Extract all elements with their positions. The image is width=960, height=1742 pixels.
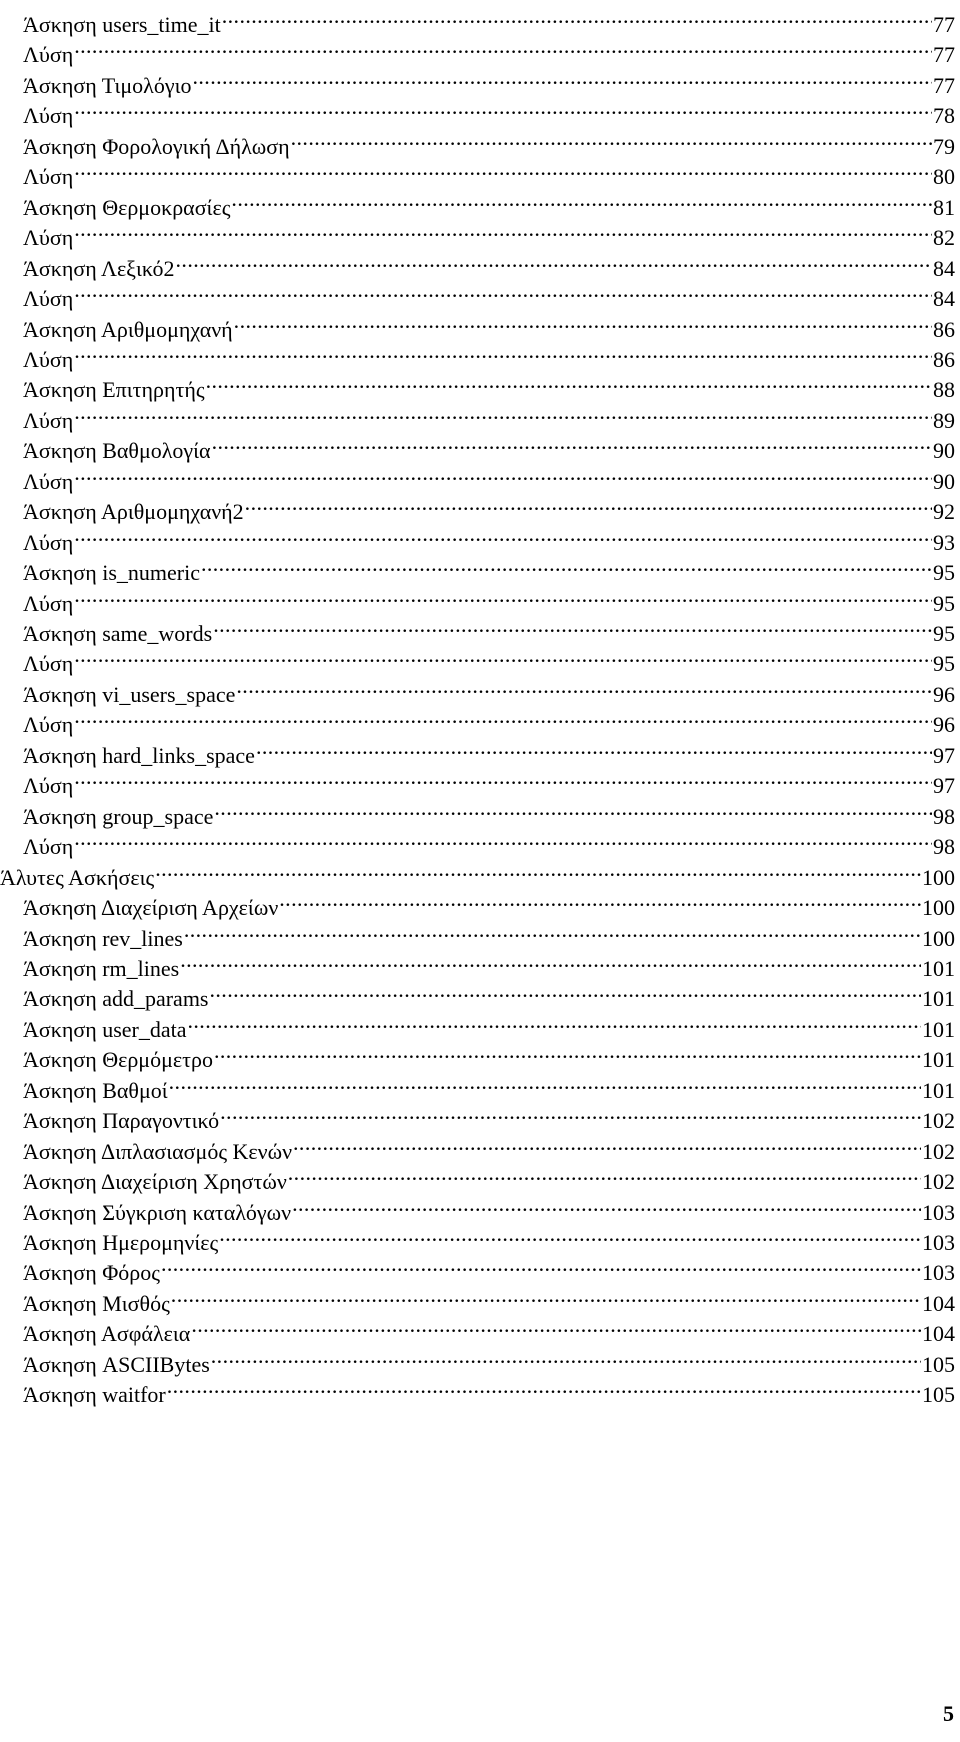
toc-dot-leader — [279, 883, 921, 915]
toc-dot-leader — [74, 518, 932, 550]
toc-entry[interactable] — [23, 914, 955, 951]
toc-entry[interactable] — [23, 944, 955, 981]
toc-entry-label: Άσκηση same_words — [23, 621, 213, 646]
toc-entry-page: 84 — [933, 286, 955, 312]
toc-entry-page: 80 — [933, 164, 955, 190]
toc-entry[interactable] — [23, 213, 955, 251]
toc-dot-leader — [206, 365, 932, 397]
toc-entry-page: 97 — [933, 773, 955, 799]
toc-dot-leader — [74, 761, 932, 793]
toc-dot-leader — [184, 914, 921, 946]
toc-entry-page: 105 — [922, 1351, 955, 1377]
toc-entry-label: Άσκηση add_params — [23, 986, 209, 1012]
toc-entry[interactable] — [23, 1218, 955, 1255]
toc-entry-page: 98 — [933, 803, 955, 829]
toc-dot-leader — [211, 1340, 921, 1372]
toc-dot-leader — [292, 1188, 921, 1220]
toc-entry-page: 96 — [933, 681, 955, 707]
toc-dot-leader — [167, 1370, 921, 1402]
toc-entry[interactable] — [23, 61, 955, 98]
toc-dot-leader — [212, 426, 932, 458]
toc-entry-label: Λύση — [23, 103, 74, 129]
toc-entry[interactable] — [23, 365, 955, 403]
toc-dot-leader — [74, 91, 932, 123]
toc-entry-label: Άσκηση vi_users_space — [23, 681, 236, 707]
toc-entry-page: 84 — [933, 255, 955, 281]
toc-entry[interactable] — [23, 487, 955, 525]
toc-entry-page: 77 — [933, 72, 955, 98]
toc-entry[interactable] — [23, 244, 955, 281]
toc-dot-leader — [180, 944, 921, 976]
toc-dot-leader — [234, 305, 932, 337]
toc-entry-page: 96 — [933, 712, 955, 738]
toc-entry[interactable] — [23, 670, 955, 707]
toc-entry-label: Άσκηση Διπλασιασμός Κενών — [23, 1138, 293, 1164]
toc-entry-page: 101 — [922, 986, 955, 1012]
toc-entry[interactable] — [23, 396, 955, 433]
toc-entry[interactable] — [23, 1066, 955, 1103]
toc-entry[interactable] — [23, 639, 955, 677]
toc-entry[interactable] — [23, 792, 955, 829]
toc-dot-leader — [188, 1005, 922, 1037]
toc-entry-page: 103 — [922, 1260, 955, 1286]
toc-entry-page: 86 — [933, 316, 955, 342]
toc-dot-leader — [288, 1157, 921, 1189]
toc-entry-page: 82 — [933, 225, 955, 251]
toc-entry[interactable] — [23, 883, 955, 921]
toc-dot-leader — [256, 731, 932, 763]
toc-entry-page: 101 — [922, 1047, 955, 1073]
toc-entry-page: 89 — [933, 407, 955, 433]
toc-dot-leader — [213, 609, 932, 641]
toc-entry[interactable] — [23, 1248, 955, 1286]
toc-entry-page: 88 — [933, 377, 955, 403]
toc-entry-page: 105 — [922, 1382, 955, 1408]
toc-entry[interactable] — [23, 700, 955, 738]
toc-entry-label: Λύση — [23, 225, 74, 251]
toc-entry-page: 81 — [933, 194, 955, 220]
toc-entry[interactable] — [23, 457, 955, 494]
toc-entry[interactable] — [23, 609, 955, 646]
toc-entry[interactable] — [23, 1005, 955, 1042]
toc-entry-page: 77 — [933, 42, 955, 68]
toc-entry-page: 92 — [933, 499, 955, 525]
toc-dot-leader — [171, 1279, 921, 1311]
toc-entry[interactable] — [23, 0, 955, 37]
toc-entry[interactable] — [23, 335, 955, 372]
toc-dot-leader — [74, 579, 932, 611]
toc-entry-page: 100 — [922, 864, 955, 890]
toc-entry[interactable] — [23, 1188, 955, 1225]
toc-entry-label: Άσκηση Λεξικό2 — [23, 255, 175, 281]
toc-entry-page: 97 — [933, 742, 955, 768]
toc-entry-label: Άσκηση rm_lines — [23, 955, 180, 981]
toc-entry[interactable] — [23, 822, 955, 860]
toc-entry-page: 104 — [922, 1321, 955, 1347]
toc-dot-leader — [231, 183, 932, 215]
toc-dot-leader — [214, 792, 932, 824]
toc-entry-label: Άσκηση is_numeric — [23, 560, 200, 586]
toc-dot-leader — [74, 639, 932, 671]
toc-entry[interactable] — [23, 1127, 955, 1164]
toc-entry-page: 101 — [922, 955, 955, 981]
toc-entry-label: Άσκηση user_data — [23, 1016, 187, 1042]
toc-entry-page: 102 — [922, 1138, 955, 1164]
page-number: 5 — [943, 1701, 954, 1726]
toc-entry-page: 101 — [922, 1016, 955, 1042]
toc-entry-label: Λύση — [23, 407, 74, 433]
toc-entry-label: Άσκηση Βαθμολογία — [23, 438, 211, 464]
toc-entry[interactable] — [23, 426, 955, 464]
toc-entry-label: Λύση — [23, 834, 74, 860]
toc-entry-label: Λύση — [23, 468, 74, 494]
toc-entry-page: 104 — [922, 1290, 955, 1316]
toc-dot-leader — [74, 213, 932, 245]
toc-entry-label: Άσκηση Επιτηρητής — [23, 377, 205, 403]
toc-entry-page: 102 — [922, 1108, 955, 1134]
toc-entry[interactable] — [23, 30, 955, 68]
toc-entry-label: Λύση — [23, 529, 74, 555]
toc-entry-label: Λύση — [23, 346, 74, 372]
toc-entry[interactable] — [23, 91, 955, 129]
toc-entry-page: 100 — [922, 925, 955, 951]
toc-entry-label: Άσκηση ASCIIBytes — [23, 1351, 210, 1377]
toc-dot-leader — [74, 30, 932, 62]
toc-entry-label: Άσκηση Φορολογική Δήλωση — [23, 133, 290, 159]
toc-entry-label: Λύση — [23, 164, 74, 190]
toc-entry-page: 98 — [933, 834, 955, 860]
toc-entry-page: 90 — [933, 438, 955, 464]
toc-dot-leader — [222, 0, 932, 32]
toc-entry-label: Λύση — [23, 651, 74, 677]
toc-entry[interactable] — [23, 305, 955, 342]
toc-entry-page: 100 — [922, 895, 955, 921]
toc-dot-leader — [74, 457, 932, 489]
toc-entry-label: Άσκηση Φόρος — [23, 1260, 160, 1286]
toc-entry[interactable] — [23, 274, 955, 312]
toc-entry-page: 79 — [933, 133, 955, 159]
toc-entry-page: 86 — [933, 346, 955, 372]
toc-entry-page: 78 — [933, 103, 955, 129]
toc-dot-leader — [161, 1248, 921, 1280]
toc-dot-leader — [236, 670, 932, 702]
toc-entry-page: 95 — [933, 651, 955, 677]
toc-entry-label: Άσκηση users_time_it — [23, 12, 221, 37]
toc-entry-label: Λύση — [23, 42, 74, 68]
toc-dot-leader — [155, 853, 921, 885]
toc-entry[interactable] — [23, 579, 955, 616]
toc-entry-label: Λύση — [23, 286, 74, 312]
toc-entry-label: Άσκηση Τιμολόγιο — [23, 72, 192, 98]
toc-entry[interactable] — [23, 974, 955, 1012]
toc-entry-label: Άσκηση Θερμόμετρο — [23, 1047, 213, 1073]
toc-entry-label: Λύση — [23, 712, 74, 738]
toc-dot-leader — [220, 1096, 921, 1128]
toc-entry-label: Άσκηση Θερμοκρασίες — [23, 194, 231, 220]
toc-entry-label: Άσκηση rev_lines — [23, 925, 183, 951]
toc-dot-leader — [74, 274, 932, 306]
toc-entry-page: 102 — [922, 1169, 955, 1195]
toc-entry[interactable] — [23, 152, 955, 190]
toc-entry[interactable] — [23, 1035, 955, 1073]
toc-entry[interactable] — [23, 1279, 955, 1316]
toc-entry-label: Άσκηση Διαχείριση Αρχείων — [23, 895, 279, 921]
toc-dot-leader — [193, 61, 933, 93]
toc-entry-label: Άσκηση hard_links_space — [23, 742, 255, 768]
toc-entry-label: Άσκηση waitfor — [23, 1382, 166, 1408]
toc-dot-leader — [245, 487, 932, 519]
toc-entry-page: 103 — [922, 1199, 955, 1225]
toc-dot-leader — [293, 1127, 921, 1159]
toc-entry-page: 95 — [933, 590, 955, 616]
toc-entry-label: Άσκηση group_space — [23, 803, 214, 829]
toc-dot-leader — [74, 700, 932, 732]
toc-dot-leader — [74, 396, 932, 428]
toc-entry[interactable] — [23, 183, 955, 220]
toc-entry[interactable] — [23, 122, 955, 159]
toc-entry-page: 95 — [933, 560, 955, 586]
toc-entry-page: 77 — [933, 12, 955, 37]
toc-entry-label: Λύση — [23, 590, 74, 616]
toc-entry-label: Άσκηση Διαχείριση Χρηστών — [23, 1169, 287, 1195]
toc-entry-label: Άσκηση Αριθμομηχανή2 — [23, 499, 244, 525]
toc-entry-label: Άσκηση Παραγοντικό — [23, 1108, 220, 1134]
toc-entry-page: 90 — [933, 468, 955, 494]
toc-dot-leader — [291, 122, 932, 154]
toc-entry-label: Άλυτες Ασκήσεις — [0, 864, 155, 890]
toc-entry-label: Άσκηση Βαθμοί — [23, 1077, 168, 1103]
toc-entry-label: Άσκηση Μισθός — [23, 1290, 170, 1316]
toc-entry[interactable] — [23, 1370, 955, 1408]
toc-dot-leader — [214, 1035, 921, 1067]
toc-entry-label: Λύση — [23, 773, 74, 799]
toc-entry-page: 95 — [933, 621, 955, 646]
toc-entry[interactable] — [23, 731, 955, 768]
toc-entry[interactable] — [23, 1340, 955, 1377]
toc-entry-page: 101 — [922, 1077, 955, 1103]
toc-entry[interactable] — [23, 1096, 955, 1134]
toc-entry-page: 103 — [922, 1230, 955, 1255]
toc-entry[interactable] — [23, 761, 955, 799]
toc-entry-label: Άσκηση Αριθμομηχανή — [23, 316, 233, 342]
toc-dot-leader — [191, 1309, 921, 1341]
toc-entry[interactable] — [23, 1309, 955, 1347]
toc-dot-leader — [210, 974, 922, 1006]
toc-dot-leader — [74, 822, 932, 854]
toc-entry-label: Άσκηση Σύγκριση καταλόγων — [23, 1199, 292, 1225]
toc-entry[interactable] — [23, 518, 955, 555]
toc-entry[interactable] — [23, 548, 955, 586]
toc-entry-label: Άσκηση Ημερομηνίες — [23, 1230, 219, 1255]
toc-dot-leader — [169, 1066, 921, 1098]
toc-dot-leader — [176, 244, 932, 276]
toc-dot-leader — [219, 1218, 921, 1250]
toc-entry-label: Άσκηση Ασφάλεια — [23, 1321, 191, 1347]
toc-dot-leader — [74, 152, 932, 184]
toc-entry[interactable] — [0, 853, 955, 890]
toc-entry[interactable] — [23, 1157, 955, 1195]
toc-dot-leader — [201, 548, 932, 580]
toc-entry-page: 93 — [933, 529, 955, 555]
toc-dot-leader — [74, 335, 932, 367]
